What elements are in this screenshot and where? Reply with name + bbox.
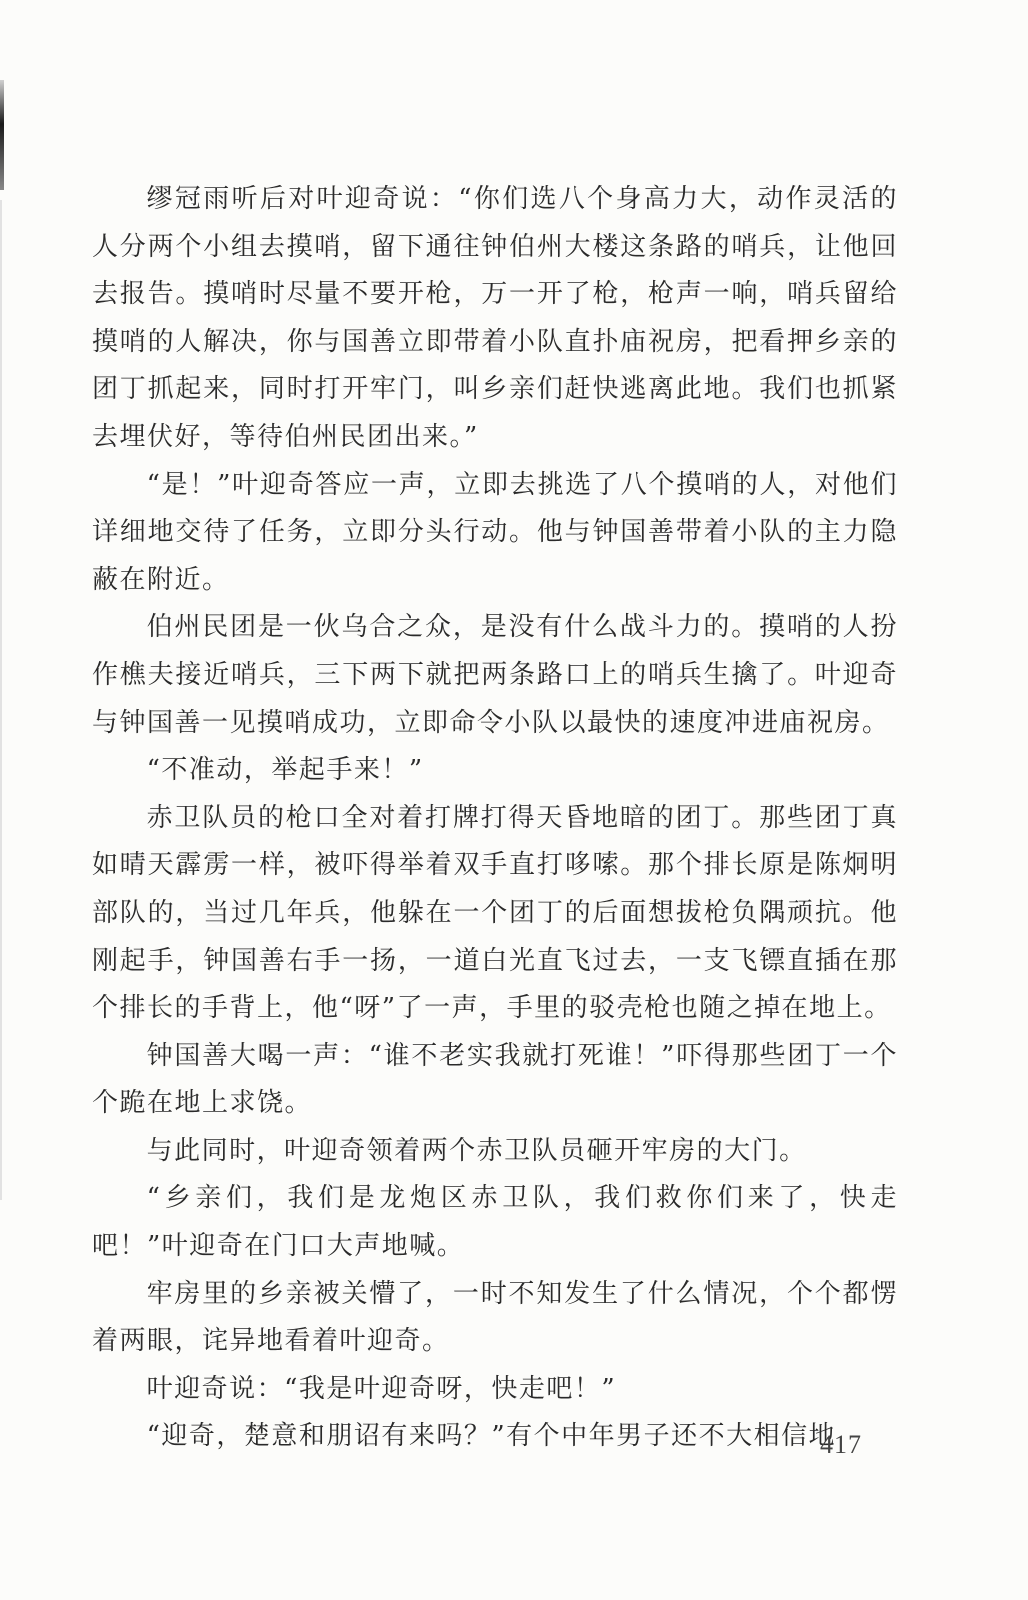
paragraph-1: 缪冠雨听后对叶迎奇说：“你们选八个身高力大，动作灵活的人分两个小组去摸哨，留下通往钟伯州大楼这条路的哨兵，让他回去报告。摸哨时尽量不要开枪，万一开了枪，枪声一响，哨兵留给摸哨的人解决，你与国善立即带着小队直扑庙祝房，把看押乡亲的团丁抓起来，同时打开牢门，叫乡亲们赶快逃离此地。我们也抓紧去埋伏好，等待伯州民团出来。” [92, 184, 898, 452]
paragraph-9: 牢房里的乡亲被关懵了，一时不知发生了什么情况，个个都愣着两眼，诧异地看着叶迎奇。 [92, 1278, 898, 1357]
paragraph-11: “迎奇，楚意和朋诏有来吗？”有个中年男子还不大相信地 [146, 1421, 837, 1452]
page-edge-line [0, 200, 2, 1200]
paragraph-5: 赤卫队员的枪口全对着打牌打得天昏地暗的团丁。那些团丁真如晴天霹雳一样，被吓得举着双手直打哆嗦。那个排长原是陈炯明部队的，当过几年兵，他躲在一个团丁的后面想拔枪负隅顽抗。他刚起手，钟国善右手一扬，一道白光直飞过去，一支飞镖直插在那个排长的手背上，他“呀”了一声，手里的驳壳枪也随之掉在地上。 [92, 802, 898, 1024]
paragraph-8: “乡亲们，我们是龙炮区赤卫队，我们救你们来了，快走吧！”叶迎奇在门口大声地喊。 [92, 1183, 898, 1262]
paragraph-2: “是！”叶迎奇答应一声，立即去挑选了八个摸哨的人，对他们详细地交待了任务，立即分头行动。他与钟国善带着小队的主力隐蔽在附近。 [92, 469, 898, 595]
paragraph-3: 伯州民团是一伙乌合之众，是没有什么战斗力的。摸哨的人扮作樵夫接近哨兵，三下两下就把两条路口上的哨兵生擒了。叶迎奇与钟国善一见摸哨成功，立即命令小队以最快的速度冲进庙祝房。 [92, 612, 898, 738]
page-edge-shadow [0, 80, 4, 190]
paragraph-6: 钟国善大喝一声：“谁不老实我就打死谁！”吓得那些团丁一个个跪在地上求饶。 [92, 1040, 898, 1119]
paragraph-10: 叶迎奇说：“我是叶迎奇呀，快走吧！” [146, 1373, 617, 1404]
paragraph-7: 与此同时，叶迎奇领着两个赤卫队员砸开牢房的大门。 [146, 1135, 807, 1166]
page-number: 417 [820, 1430, 862, 1459]
body-text [92, 176, 898, 1461]
paragraph-4: “不准动，举起手来！” [146, 755, 424, 786]
